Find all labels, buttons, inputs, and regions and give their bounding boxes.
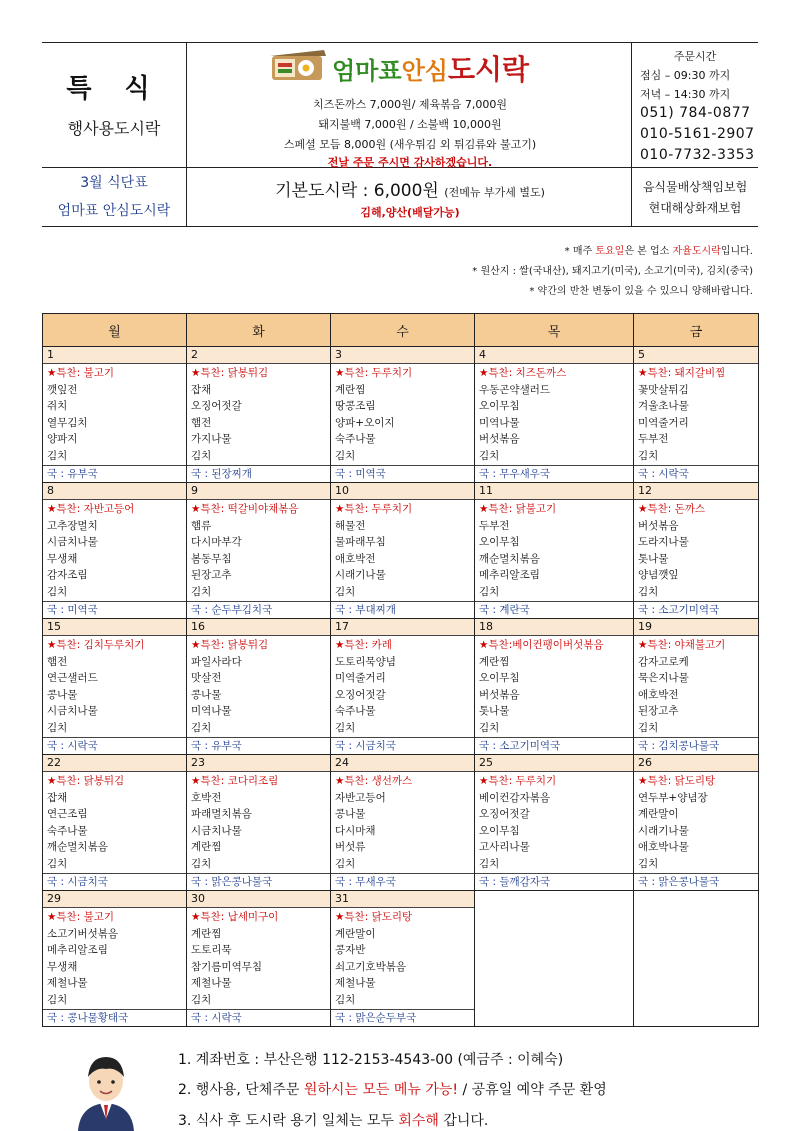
side-dish: 우동곤약샐러드 bbox=[479, 383, 551, 396]
soup-of-day: 국 : 소고기미역국 bbox=[475, 737, 633, 754]
special-dish: ★특찬: 카레 bbox=[335, 639, 392, 651]
side-dish: 두부전 bbox=[479, 519, 510, 532]
soup-of-day: 국 : 시락국 bbox=[43, 737, 186, 754]
day-number: 1 bbox=[43, 347, 186, 364]
notice-origin: * 원산지 : 쌀(국내산), 돼지고기(미국), 소고기(미국), 김치(중국) bbox=[472, 266, 753, 277]
side-dish: 가지나물 bbox=[191, 433, 232, 445]
calendar-day-cell bbox=[475, 891, 634, 1027]
day-number: 18 bbox=[475, 619, 633, 636]
special-dish: ★특찬: 야채불고기 bbox=[638, 639, 726, 651]
soup-of-day: 국 : 소고기미역국 bbox=[634, 601, 758, 618]
side-dish: 버섯볶음 bbox=[479, 688, 520, 701]
logo-text-red: 도시락 bbox=[447, 53, 530, 86]
side-dish: 계란찜 bbox=[479, 655, 510, 668]
soup-of-day: 국 : 무우새우국 bbox=[475, 465, 633, 482]
soup-of-day: 국 : 시락국 bbox=[634, 465, 758, 482]
side-dish: 시래기나물 bbox=[335, 569, 386, 581]
day-number: 2 bbox=[187, 347, 330, 364]
calendar-day-cell bbox=[43, 755, 187, 891]
side-dish: 미역줄거리 bbox=[335, 672, 386, 684]
phone-3[interactable]: 010-7732-3353 bbox=[640, 147, 755, 163]
soup-of-day: 국 : 시금치국 bbox=[331, 737, 474, 754]
menu-items bbox=[331, 772, 474, 873]
order-time-title: 주문시간 bbox=[673, 50, 717, 63]
side-dish: 연두부+양념장 bbox=[638, 791, 708, 804]
staff-avatar-icon bbox=[72, 1047, 140, 1131]
insurance-line-1: 음식물배상책임보험 bbox=[642, 180, 748, 194]
soup-of-day: 국 : 맑은콩나물국 bbox=[187, 873, 330, 890]
calendar-day-cell bbox=[475, 347, 634, 483]
special-dish: ★특찬: 닭도리탕 bbox=[335, 911, 413, 923]
side-dish: 된장고추 bbox=[638, 705, 679, 717]
price-line-3: 스페셜 모듬 8,000원 (새우튀김 외 튀김류와 불고기) bbox=[283, 138, 537, 151]
special-dish: ★특찬: 돈까스 bbox=[638, 503, 706, 515]
side-dish: 깨순멸치볶음 bbox=[47, 841, 108, 853]
side-dish: 두부전 bbox=[638, 433, 669, 445]
side-dish: 애호박나물 bbox=[638, 841, 689, 853]
basic-price-main: 기본도시락 : 6,000원 bbox=[275, 181, 439, 201]
soup-of-day: 국 : 맑은순두부국 bbox=[331, 1009, 474, 1026]
day-number: 10 bbox=[331, 483, 474, 500]
side-dish: 무생채 bbox=[47, 960, 78, 973]
phone-2[interactable]: 010-5161-2907 bbox=[640, 126, 755, 142]
side-dish: 버섯볶음 bbox=[479, 433, 520, 445]
special-dish: ★특찬: 생선까스 bbox=[335, 775, 413, 787]
day-number: 4 bbox=[475, 347, 633, 364]
side-dish: 김치 bbox=[479, 721, 500, 734]
soup-of-day: 국 : 미역국 bbox=[331, 465, 474, 482]
order-time-dinner: 저녁 – 14:30 까지 bbox=[640, 88, 731, 101]
side-dish: 계란말이 bbox=[335, 927, 376, 940]
side-dish: 된장고추 bbox=[191, 569, 232, 581]
logo-text-orange: 안심 bbox=[401, 57, 448, 85]
calendar-day-cell bbox=[475, 755, 634, 891]
special-dish: ★특찬: 닭도리탕 bbox=[638, 775, 716, 787]
side-dish: 김치 bbox=[479, 585, 500, 598]
menu-items bbox=[43, 908, 186, 1009]
notice-1c: 은 본 업소 bbox=[624, 246, 673, 257]
side-dish: 도토리묵양념 bbox=[335, 655, 396, 668]
side-dish: 오이무침 bbox=[479, 400, 520, 412]
side-dish: 톳나물 bbox=[638, 552, 669, 565]
day-number: 8 bbox=[43, 483, 186, 500]
side-dish: 김치 bbox=[479, 857, 500, 870]
side-dish: 쇠고기호박볶음 bbox=[335, 960, 407, 973]
calendar-week-row bbox=[43, 891, 759, 1027]
menu-items bbox=[475, 772, 633, 873]
notice-1e: 입니다. bbox=[720, 246, 753, 257]
side-dish: 감자고로케 bbox=[638, 655, 689, 668]
calendar-week-row bbox=[43, 347, 759, 483]
calendar-day-cell bbox=[43, 483, 187, 619]
day-number: 15 bbox=[43, 619, 186, 636]
side-dish: 시금치나물 bbox=[191, 824, 242, 837]
special-dish: ★특찬: 김치두루치기 bbox=[47, 639, 145, 651]
menu-items bbox=[475, 500, 633, 601]
side-dish: 베이컨감자볶음 bbox=[479, 791, 551, 804]
calendar-day-cell bbox=[43, 891, 187, 1027]
menu-items bbox=[43, 772, 186, 873]
weekday-tue: 화 bbox=[187, 314, 331, 347]
side-dish: 톳나물 bbox=[479, 705, 510, 717]
soup-of-day: 국 : 유부국 bbox=[187, 737, 330, 754]
side-dish: 깻잎전 bbox=[47, 383, 78, 396]
soup-of-day: 국 : 시금치국 bbox=[43, 873, 186, 890]
side-dish: 다시마채 bbox=[335, 824, 376, 837]
weekday-thu: 목 bbox=[475, 314, 634, 347]
side-dish: 김치 bbox=[191, 721, 212, 734]
menu-items bbox=[331, 364, 474, 465]
side-dish: 콩나물 bbox=[335, 808, 366, 820]
side-dish: 꽃맛살튀김 bbox=[638, 383, 689, 396]
side-dish: 김치 bbox=[47, 857, 68, 870]
side-dish: 물파래무침 bbox=[335, 536, 386, 548]
order-thanks-note: 전날 주문 주시면 감사하겠습니다. bbox=[327, 156, 493, 169]
side-dish: 오이무침 bbox=[479, 536, 520, 548]
day-number: 11 bbox=[475, 483, 633, 500]
special-dish: ★특찬: 닭봉튀김 bbox=[47, 775, 125, 787]
side-dish: 오징어젓갈 bbox=[191, 400, 242, 412]
footer-2a: 2. 행사용, 단체주문 bbox=[178, 1082, 304, 1098]
day-number: 23 bbox=[187, 755, 330, 772]
special-dish: ★특찬: 닭봉튀김 bbox=[191, 639, 269, 651]
menu-items bbox=[331, 500, 474, 601]
weekday-wed: 수 bbox=[331, 314, 475, 347]
calendar-week-row bbox=[43, 619, 759, 755]
side-dish: 맛살전 bbox=[191, 672, 222, 684]
footer-3c: 갑니다. bbox=[438, 1113, 489, 1129]
side-dish: 메추리알조림 bbox=[47, 944, 108, 956]
side-dish: 연근샐러드 bbox=[47, 672, 98, 684]
side-dish: 다시마부각 bbox=[191, 536, 242, 548]
day-number: 19 bbox=[634, 619, 758, 636]
side-dish: 김치 bbox=[47, 449, 68, 462]
side-dish: 쥐치 bbox=[47, 400, 68, 412]
header-bottom-border bbox=[42, 226, 758, 227]
day-number: 25 bbox=[475, 755, 633, 772]
basic-lunchbox-price bbox=[190, 176, 630, 201]
side-dish: 깨순멸치볶음 bbox=[479, 552, 540, 565]
header-top-border bbox=[42, 42, 758, 43]
side-dish: 연근조림 bbox=[47, 808, 88, 820]
special-dish: ★특찬: 코다리조림 bbox=[191, 775, 279, 787]
side-dish: 김치 bbox=[638, 449, 659, 462]
calendar-day-cell bbox=[331, 619, 475, 755]
day-number: 24 bbox=[331, 755, 474, 772]
side-dish: 오이무침 bbox=[479, 672, 520, 684]
side-dish: 김치 bbox=[191, 585, 212, 598]
soup-of-day: 국 : 계란국 bbox=[475, 601, 633, 618]
side-dish: 계란찜 bbox=[191, 841, 222, 853]
side-dish: 메추리알조림 bbox=[479, 569, 540, 581]
side-dish: 햄전 bbox=[47, 655, 68, 668]
side-dish: 감자조림 bbox=[47, 569, 88, 581]
footer-3a: 3. 식사 후 도시락 용기 일체는 모두 bbox=[178, 1113, 399, 1129]
soup-of-day: 국 : 미역국 bbox=[43, 601, 186, 618]
side-dish: 김치 bbox=[479, 449, 500, 462]
weekday-header-row bbox=[43, 314, 759, 347]
special-dish: ★특찬: 두루치기 bbox=[335, 367, 413, 379]
day-number: 26 bbox=[634, 755, 758, 772]
side-dish: 겨울초나물 bbox=[638, 400, 689, 412]
special-dish: ★특찬:베이컨팽이버섯볶음 bbox=[479, 639, 604, 651]
side-dish: 오징어젓갈 bbox=[335, 688, 386, 701]
month-title: 3월 식단표 bbox=[80, 175, 148, 191]
side-dish: 봄동무침 bbox=[191, 552, 232, 565]
menu-items bbox=[187, 908, 330, 1009]
side-dish: 시금치나물 bbox=[47, 536, 98, 548]
side-dish: 김치 bbox=[191, 993, 212, 1006]
side-dish: 파래멸치볶음 bbox=[191, 808, 252, 820]
menu-items bbox=[43, 364, 186, 465]
day-number: 31 bbox=[331, 891, 474, 908]
calendar-week-row bbox=[43, 755, 759, 891]
empty-cell bbox=[634, 891, 758, 1025]
soup-of-day: 국 : 유부국 bbox=[43, 465, 186, 482]
calendar-day-cell bbox=[634, 619, 759, 755]
notice-1b: 토요일 bbox=[595, 246, 625, 257]
special-title: 특 식 bbox=[66, 74, 162, 104]
day-number: 16 bbox=[187, 619, 330, 636]
side-dish: 김치 bbox=[335, 993, 356, 1006]
side-dish: 애호박전 bbox=[335, 552, 376, 565]
side-dish: 미역나물 bbox=[479, 416, 520, 429]
menu-items bbox=[187, 772, 330, 873]
side-dish: 잡채 bbox=[191, 383, 212, 396]
header-divider-left bbox=[186, 42, 187, 226]
side-dish: 햄류 bbox=[191, 519, 212, 532]
side-dish: 오징어젓갈 bbox=[479, 808, 530, 820]
side-dish: 김치 bbox=[47, 585, 68, 598]
calendar-day-cell bbox=[331, 483, 475, 619]
footer-2b: 원하시는 모든 메뉴 가능! bbox=[303, 1082, 459, 1098]
day-number: 5 bbox=[634, 347, 758, 364]
side-dish: 숙주나물 bbox=[335, 433, 376, 445]
soup-of-day: 국 : 순두부김치국 bbox=[187, 601, 330, 618]
notice-1d: 자율도시락 bbox=[672, 246, 721, 257]
delivery-area: 김해,양산(배달가능) bbox=[360, 206, 460, 219]
side-dish: 미역줄거리 bbox=[638, 416, 689, 429]
side-dish: 김치 bbox=[191, 449, 212, 462]
side-dish: 양파+오이지 bbox=[335, 416, 395, 429]
special-dish: ★특찬: 닭불고기 bbox=[479, 503, 557, 515]
footer-group-order bbox=[178, 1079, 607, 1099]
calendar-day-cell bbox=[43, 347, 187, 483]
menu-items bbox=[187, 364, 330, 465]
day-number: 29 bbox=[43, 891, 186, 908]
calendar-body bbox=[43, 347, 759, 1027]
calendar-day-cell bbox=[634, 891, 759, 1027]
month-subtitle: 엄마표 안심도시락 bbox=[57, 203, 171, 219]
soup-of-day: 국 : 콩나물황태국 bbox=[43, 1009, 186, 1026]
footer-account: 1. 계좌번호 : 부산은행 112-2153-4543-00 (예금주 : 이혜숙) bbox=[178, 1052, 564, 1068]
side-dish: 김치 bbox=[638, 585, 659, 598]
menu-items bbox=[634, 500, 758, 601]
calendar-day-cell bbox=[634, 755, 759, 891]
weekday-fri: 금 bbox=[634, 314, 759, 347]
soup-of-day: 국 : 맑은콩나물국 bbox=[634, 873, 758, 890]
order-time-lunch: 점심 – 09:30 까지 bbox=[640, 69, 731, 82]
soup-of-day: 국 : 된장찌개 bbox=[187, 465, 330, 482]
side-dish: 김치 bbox=[638, 857, 659, 870]
menu-items bbox=[634, 364, 758, 465]
side-dish: 김치 bbox=[47, 993, 68, 1006]
side-dish: 계란찜 bbox=[191, 927, 222, 940]
phone-1[interactable]: 051) 784-0877 bbox=[640, 105, 751, 121]
side-dish: 김치 bbox=[335, 857, 356, 870]
calendar-day-cell bbox=[634, 483, 759, 619]
special-dish: ★특찬: 닭봉튀김 bbox=[191, 367, 269, 379]
side-dish: 자반고등어 bbox=[335, 791, 386, 804]
side-dish: 버섯볶음 bbox=[638, 519, 679, 532]
side-dish: 제철나물 bbox=[191, 977, 232, 989]
calendar-day-cell bbox=[634, 347, 759, 483]
weekday-mon: 월 bbox=[43, 314, 187, 347]
calendar-day-cell bbox=[331, 347, 475, 483]
day-number: 9 bbox=[187, 483, 330, 500]
footer-2c: / 공휴일 예약 주문 환영 bbox=[458, 1082, 607, 1098]
side-dish: 파일사라다 bbox=[191, 655, 242, 668]
side-dish: 숙주나물 bbox=[47, 824, 88, 837]
side-dish: 양파지 bbox=[47, 433, 78, 445]
side-dish: 고사리나물 bbox=[479, 841, 530, 853]
menu-items bbox=[475, 364, 633, 465]
side-dish: 미역나물 bbox=[191, 705, 232, 717]
insurance-line-2: 현대해상화재보험 bbox=[648, 201, 742, 215]
side-dish: 김치 bbox=[335, 585, 356, 598]
calendar-day-cell bbox=[331, 891, 475, 1027]
day-number: 30 bbox=[187, 891, 330, 908]
calendar-day-cell bbox=[475, 619, 634, 755]
side-dish: 김치 bbox=[47, 721, 68, 734]
calendar-day-cell bbox=[187, 755, 331, 891]
notice-variation: * 약간의 반찬 변동이 있을 수 있으니 양해바랍니다. bbox=[529, 286, 753, 297]
logo-text-green: 엄마표 bbox=[332, 57, 402, 85]
side-dish: 계란찜 bbox=[335, 383, 366, 396]
special-dish: ★특찬: 불고기 bbox=[47, 367, 115, 379]
side-dish: 콩나물 bbox=[191, 688, 222, 701]
side-dish: 해물전 bbox=[335, 519, 366, 532]
special-dish: ★특찬: 자반고등어 bbox=[47, 503, 135, 515]
soup-of-day: 국 : 김치콩나물국 bbox=[634, 737, 758, 754]
special-dish: ★특찬: 납세미구이 bbox=[191, 911, 279, 923]
side-dish: 도토리묵 bbox=[191, 944, 232, 956]
side-dish: 시금치나물 bbox=[47, 705, 98, 717]
special-subtitle: 행사용도시락 bbox=[67, 119, 161, 138]
special-dish: ★특찬: 두루치기 bbox=[335, 503, 413, 515]
side-dish: 제철나물 bbox=[335, 977, 376, 989]
soup-of-day: 국 : 부대찌개 bbox=[331, 601, 474, 618]
side-dish: 김치 bbox=[191, 857, 212, 870]
calendar-week-row bbox=[43, 483, 759, 619]
side-dish: 시래기나물 bbox=[638, 824, 689, 837]
menu-items bbox=[187, 636, 330, 737]
side-dish: 잡채 bbox=[47, 791, 68, 804]
side-dish: 제철나물 bbox=[47, 977, 88, 989]
day-number: 3 bbox=[331, 347, 474, 364]
menu-items bbox=[475, 636, 633, 737]
price-line-1: 치즈돈까스 7,000원/ 제육볶음 7,000원 bbox=[312, 98, 508, 111]
side-dish: 콩자반 bbox=[335, 944, 366, 956]
side-dish: 오이무침 bbox=[479, 824, 520, 837]
side-dish: 묵은지나물 bbox=[638, 672, 689, 684]
soup-of-day: 국 : 무새우국 bbox=[331, 873, 474, 890]
day-number: 17 bbox=[331, 619, 474, 636]
menu-items bbox=[634, 772, 758, 873]
side-dish: 도라지나물 bbox=[638, 536, 689, 548]
side-dish: 양념깻잎 bbox=[638, 569, 679, 581]
soup-of-day: 국 : 시락국 bbox=[187, 1009, 330, 1026]
calendar-day-cell bbox=[43, 619, 187, 755]
side-dish: 콩나물 bbox=[47, 688, 78, 701]
side-dish: 숙주나물 bbox=[335, 705, 376, 717]
menu-items bbox=[331, 908, 474, 1009]
special-dish: ★특찬: 떡갈비야채볶음 bbox=[191, 503, 299, 515]
side-dish: 고추장멸치 bbox=[47, 519, 98, 532]
menu-items bbox=[187, 500, 330, 601]
soup-of-day: 국 : 들깨감자국 bbox=[475, 873, 633, 890]
side-dish: 김치 bbox=[335, 449, 356, 462]
side-dish: 호박전 bbox=[191, 791, 222, 804]
menu-items bbox=[331, 636, 474, 737]
menu-items bbox=[634, 636, 758, 737]
special-dish: ★특찬: 치즈돈까스 bbox=[479, 367, 567, 379]
brand-logo-text bbox=[332, 48, 529, 88]
notice-saturday bbox=[565, 242, 753, 257]
calendar-day-cell bbox=[187, 347, 331, 483]
menu-items bbox=[43, 500, 186, 601]
calendar-day-cell bbox=[331, 755, 475, 891]
calendar-day-cell bbox=[187, 483, 331, 619]
side-dish: 애호박전 bbox=[638, 688, 679, 701]
side-dish: 소고기버섯볶음 bbox=[47, 927, 119, 940]
side-dish: 계란말이 bbox=[638, 808, 679, 820]
day-number: 22 bbox=[43, 755, 186, 772]
side-dish: 김치 bbox=[638, 721, 659, 734]
lunchbox-logo-icon bbox=[268, 46, 328, 84]
side-dish: 버섯류 bbox=[335, 841, 366, 853]
special-dish: ★특찬: 두루치기 bbox=[479, 775, 557, 787]
special-dish: ★특찬: 불고기 bbox=[47, 911, 115, 923]
side-dish: 무생채 bbox=[47, 552, 78, 565]
price-line-2: 돼지불백 7,000원 / 소불백 10,000원 bbox=[318, 118, 502, 131]
calendar-day-cell bbox=[187, 619, 331, 755]
menu-items bbox=[43, 636, 186, 737]
side-dish: 참기름미역무침 bbox=[191, 960, 263, 973]
side-dish: 땅콩조림 bbox=[335, 400, 376, 412]
side-dish: 김치 bbox=[335, 721, 356, 734]
menu-calendar bbox=[42, 313, 759, 1027]
calendar-day-cell bbox=[475, 483, 634, 619]
day-number: 12 bbox=[634, 483, 758, 500]
calendar-day-cell bbox=[187, 891, 331, 1027]
footer-3b: 회수해 bbox=[398, 1113, 439, 1129]
basic-price-note: (전메뉴 부가세 별도) bbox=[444, 186, 545, 199]
empty-cell bbox=[475, 891, 633, 1025]
footer-container-return bbox=[178, 1110, 488, 1130]
special-dish: ★특찬: 돼지갈비찜 bbox=[638, 367, 726, 379]
side-dish: 햄전 bbox=[191, 416, 212, 429]
notice-1a: * 매주 bbox=[564, 246, 596, 257]
side-dish: 열무김치 bbox=[47, 416, 88, 429]
